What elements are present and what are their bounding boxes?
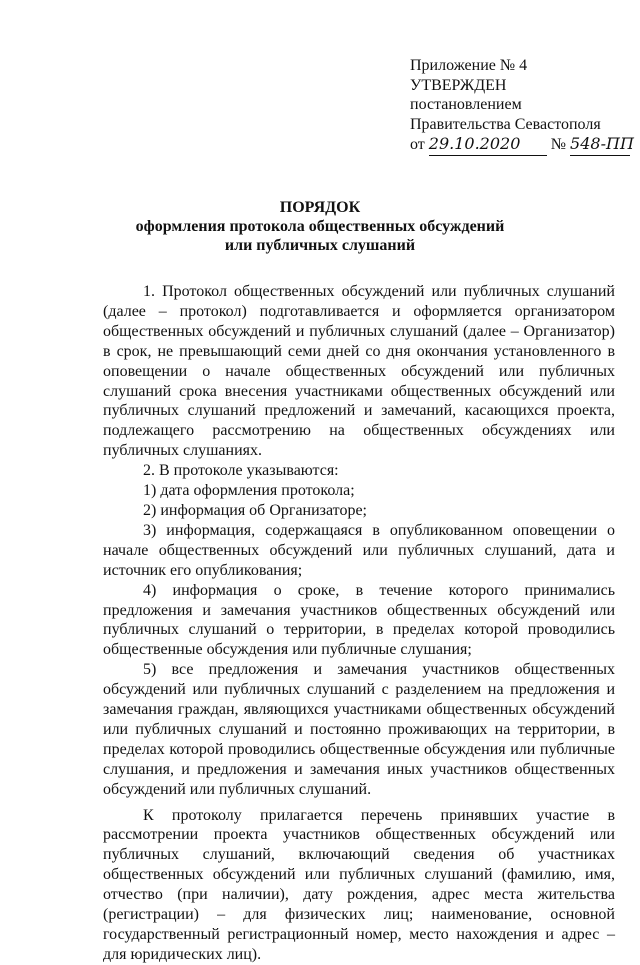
appendix-label: Приложение № 4 [410,57,528,74]
date-number-line [410,134,634,156]
date-prefix: от [410,136,425,153]
paragraph-2: 2. В протоколе указываются: [143,462,339,480]
approval-block [410,56,634,156]
paragraph-attachment: К протоколу прилагается перечень принявших участие в рассмотрении проекта участников общественных обсуждений или публичных слушаний, включающий сведения об участниках общественных обсуждений или публичных слушаний (фамилию, имя, отчество (при наличии), дату рождения, адрес места жительства (регистрации) – для физических лиц; наименование, основной государственный регистрационный номер, место нахождения и адрес – для юридических лиц). [103,806,615,963]
list-item-3: 3) информация, содержащаяся в опубликованном оповещении о начале общественных обсуждений или публичных слушаний, дата и источник его опубликования; [103,521,615,579]
title-line-3: или публичных слушаний [224,237,416,254]
document-title [0,198,640,255]
paragraph-1: 1. Протокол общественных обсуждений или публичных слушаний (далее – протокол) подготавливается и оформляется организатором общественных обсуждений и публичных слушаний (далее – Организатор) в срок, не превышающий семи дней со дня окончания установленного в оповещении о начале общественных обсуждений или публичных слушаний срока внесения участниками общественных обсуждений или публичных слушаний предложений и замечаний, касающихся проекта, подлежащего рассмотрению на общественных обсуждениях или публичных слушаниях. [103,283,615,460]
document-body [103,282,615,965]
title-line-2: оформления протокола общественных обсуждений [135,218,505,235]
list-item-4: 4) информация о сроке, в течение которого принимались предложения и замечания участников общественных обсуждений или публичных слушаний о территории, в пределах которой проводились общественные обсуждения или публичные слушания; [103,581,615,659]
date-field [429,134,547,156]
list-item-5: 5) все предложения и замечания участников общественных обсуждений или публичных слушаний с разделением на предложения и замечания граждан, являющихся участниками общественных обсуждений или публичных слушаний и постоянно проживающих на территории, в пределах которой проводились общественные обсуждения или публичные слушания, и предложения и замечания иных участников общественных обсуждений или публичных слушаний. [103,661,615,798]
list-item-2: 2) информация об Организаторе; [143,501,367,519]
handwritten-date: 29.10.2020 [428,134,521,153]
title-line-1: ПОРЯДОК [279,199,361,216]
number-prefix: № [550,136,567,153]
number-field [570,134,634,156]
approved-by-label: постановлением [410,96,522,113]
approved-label: УТВЕРЖДЕН [410,76,507,94]
authority-label: Правительства Севастополя [410,115,601,133]
handwritten-number: 548-ПП [570,134,634,153]
list-item-1: 1) дата оформления протокола; [143,482,355,500]
